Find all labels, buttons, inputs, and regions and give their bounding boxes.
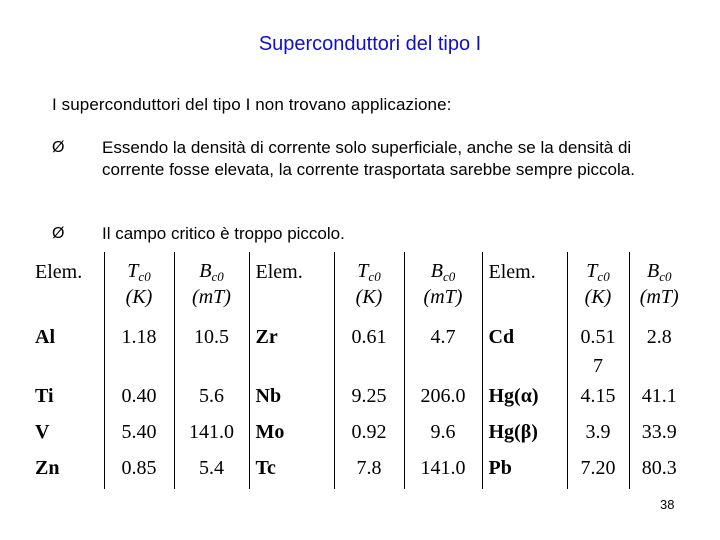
header-subscript: c0 <box>597 269 610 284</box>
header-tc0 <box>334 252 404 323</box>
bc0-cell: 41.1 <box>641 385 677 407</box>
header-tc0 <box>567 252 629 323</box>
header-unit: (K) <box>125 286 153 308</box>
header-unit: (K) <box>584 286 612 308</box>
header-symbol: T <box>357 260 369 282</box>
header-subscript: c0 <box>138 269 151 284</box>
intro-text: I superconduttori del tipo I non trovano applicazione: <box>52 95 452 114</box>
tc0-cell: 3.9 <box>567 417 629 453</box>
header-elem: Elem. <box>482 252 567 323</box>
bc0-cell: 206.0 <box>404 381 482 417</box>
tc0-cell: 1.18 <box>104 323 174 381</box>
element-cell: Nb <box>249 381 334 417</box>
element-cell: Al <box>29 323 104 381</box>
header-unit: (K) <box>355 286 383 308</box>
header-bc0 <box>404 252 482 323</box>
tc0-cell: 4.15 <box>567 381 629 417</box>
table-row <box>29 381 689 417</box>
header-elem: Elem. <box>29 252 104 323</box>
header-elem: Elem. <box>249 252 334 323</box>
header-symbol: T <box>586 260 598 282</box>
bc0-cell: 10.5 <box>174 323 249 381</box>
cell-text: 0.51 <box>580 326 616 348</box>
element-cell: V <box>29 417 104 453</box>
element-cell: Cd <box>482 323 567 381</box>
table-row <box>29 417 689 453</box>
header-unit: (mT) <box>639 286 679 308</box>
header-subscript: c0 <box>368 269 381 284</box>
table-row <box>29 323 689 381</box>
table-row <box>29 453 689 489</box>
bc0-cell: 9.6 <box>404 417 482 453</box>
cell-text: 7 <box>593 355 603 377</box>
element-cell: Ti <box>29 381 104 417</box>
tc0-cell: 7.20 <box>567 453 629 489</box>
arrow-bullet-icon: Ø <box>52 225 65 242</box>
tc0-cell: 5.40 <box>104 417 174 453</box>
arrow-bullet-icon: Ø <box>52 139 65 156</box>
bc0-cell: 5.4 <box>174 453 249 489</box>
tc0-cell: 9.25 <box>334 381 404 417</box>
tc0-cell: 7.8 <box>334 453 404 489</box>
bc0-cell: 141.0 <box>174 417 249 453</box>
header-subscript: c0 <box>211 269 224 284</box>
header-symbol: B <box>430 260 443 282</box>
element-cell: Mo <box>249 417 334 453</box>
tc0-cell: 0.61 <box>334 323 404 381</box>
bc0-cell: 80.3 <box>641 457 677 479</box>
tc0-cell: 0.92 <box>334 417 404 453</box>
header-bc0 <box>629 252 689 323</box>
slide-title: Superconduttori del tipo I <box>258 33 482 55</box>
table-header-row <box>29 252 689 323</box>
tc0-cell: 0.85 <box>104 453 174 489</box>
tc0-cell <box>567 323 629 381</box>
header-bc0 <box>174 252 249 323</box>
bullet-text: Il campo critico è troppo piccolo. <box>102 224 345 243</box>
element-cell: Zn <box>29 453 104 489</box>
bc0-cell: 141.0 <box>404 453 482 489</box>
bc0-cell: 4.7 <box>404 323 482 381</box>
bullet-text: Essendo la densità di corrente solo superficiale, anche se la densità di corrente fosse elevata, la corrente trasportata sarebbe sempre piccola. <box>102 138 635 179</box>
tc0-cell: 0.40 <box>104 381 174 417</box>
header-subscript: c0 <box>659 269 672 284</box>
superconductor-table <box>29 252 689 489</box>
header-symbol: B <box>647 260 660 282</box>
element-cell: Zr <box>249 323 334 381</box>
header-unit: (mT) <box>423 286 463 308</box>
page-number: 38 <box>660 497 675 512</box>
element-cell: Hg(β) <box>482 417 567 453</box>
header-tc0 <box>104 252 174 323</box>
header-subscript: c0 <box>442 269 456 284</box>
bc0-cell: 33.9 <box>641 421 677 443</box>
bc0-cell: 2.8 <box>646 326 672 348</box>
element-cell: Hg(α) <box>482 381 567 417</box>
element-cell: Tc <box>249 453 334 489</box>
header-symbol: B <box>199 260 212 282</box>
header-unit: (mT) <box>192 286 231 308</box>
bc0-cell: 5.6 <box>174 381 249 417</box>
header-symbol: T <box>127 260 139 282</box>
element-cell: Pb <box>482 453 567 489</box>
